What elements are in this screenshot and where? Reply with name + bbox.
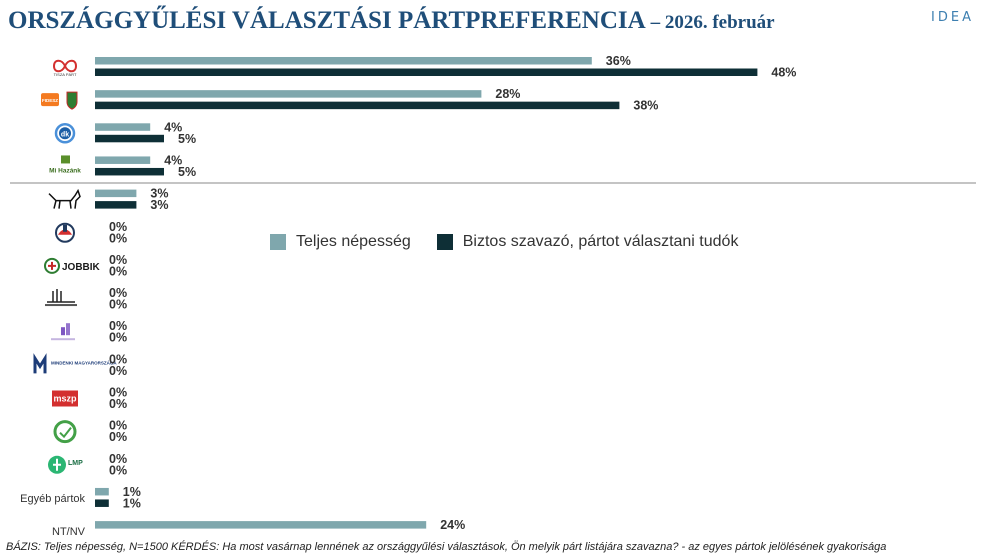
chart-legend	[270, 233, 738, 251]
legend-item-total	[270, 233, 411, 251]
bar	[95, 201, 136, 209]
party-logo-8	[45, 289, 77, 306]
logo8-base-line	[45, 304, 77, 306]
data-label: 3%	[150, 198, 169, 213]
data-label: 0%	[109, 451, 128, 466]
mmm-m-shape	[35, 358, 45, 373]
jobbik-logo	[45, 259, 101, 273]
category-label: NT/NV	[52, 526, 85, 539]
data-label: 0%	[109, 352, 128, 367]
tisza-part-logo	[54, 61, 77, 77]
bar	[95, 57, 592, 65]
mmm-logo	[35, 358, 117, 373]
data-label: 0%	[109, 463, 128, 478]
logo8-pillars	[47, 289, 75, 302]
bar	[95, 190, 136, 198]
lmp-logo	[48, 456, 83, 474]
logo9-bar-2	[66, 323, 70, 335]
bar	[95, 69, 757, 77]
bar	[95, 123, 150, 131]
bar	[95, 102, 619, 110]
data-label: 0%	[109, 264, 128, 279]
data-label: 48%	[771, 65, 797, 80]
mmm-logo-text: MINDENKI MAGYARORSZÁGA	[51, 360, 117, 366]
data-label: 4%	[164, 153, 183, 168]
title-subtitle: – 2026. február	[650, 12, 775, 33]
bar	[95, 156, 150, 164]
fidesz-logo-text: FIDESZ	[41, 98, 59, 104]
legend-label-total: Teljes népesség	[296, 233, 411, 250]
legend-item-sure	[437, 233, 739, 251]
tisza-logo-text: TISZA PÁRT	[53, 72, 77, 77]
data-label: 5%	[178, 164, 197, 179]
party-logo-9	[51, 323, 75, 340]
logo9-text-line	[51, 338, 75, 340]
data-label: 1%	[122, 484, 141, 499]
dk-logo	[56, 124, 74, 142]
mihazank-logo-text: Mi Hazánk	[49, 167, 81, 175]
bar	[95, 521, 426, 529]
party-logo-6	[56, 224, 74, 242]
brand-text: IDEA	[931, 10, 974, 25]
category-label: Egyéb pártok	[20, 492, 85, 505]
data-label: 36%	[605, 54, 631, 68]
data-label: 0%	[109, 418, 128, 433]
lmp-logo-text: LMP	[68, 459, 83, 467]
data-label: 5%	[178, 131, 197, 146]
jobbik-logo-text: JOBBIK	[62, 261, 100, 273]
bar	[95, 488, 109, 496]
bar	[95, 135, 164, 143]
data-label: 3%	[150, 186, 169, 201]
tisza-infinity-shape	[54, 61, 76, 72]
logo12-green-ring	[55, 422, 75, 442]
data-label: 4%	[164, 120, 183, 135]
legend-swatch-total	[270, 234, 286, 250]
data-label: 0%	[109, 219, 128, 234]
dk-logo-text: dk	[60, 131, 70, 139]
legend-label-sure: Biztos szavazó, pártot választani tudók	[462, 233, 739, 250]
data-label: 0%	[109, 397, 128, 411]
data-label: 0%	[109, 385, 128, 400]
fidesz-kdnp-logo	[41, 92, 77, 109]
mkkp-dog-shape	[49, 191, 80, 209]
kdnp-shield-shape	[67, 92, 77, 109]
data-label: 0%	[109, 231, 128, 246]
data-label: 0%	[109, 430, 128, 445]
data-label: 24%	[440, 518, 466, 533]
logo9-bar-1	[61, 327, 65, 335]
logo6-figure	[63, 225, 67, 232]
mi-hazank-logo	[49, 155, 81, 174]
data-label: 0%	[109, 330, 128, 345]
logo12-check	[60, 428, 71, 437]
data-label: 0%	[109, 297, 128, 312]
title-main: ORSZÁGGYŰLÉSI VÁLASZTÁSI PÁRTPREFERENCIA	[8, 7, 645, 34]
mszp-logo	[52, 391, 78, 407]
data-label: 0%	[109, 252, 128, 267]
mszp-logo-text: mszp	[53, 393, 77, 404]
footnote: BÁZIS: Teljes népesség, N=1500 KÉRDÉS: Ha most vasárnap lennének az országgyűlési választások, Ön melyik párt listájára szavazna? - az egyes pártok jelölésének gyakorisága	[6, 541, 887, 553]
data-label: 0%	[109, 286, 128, 301]
data-label: 28%	[495, 87, 521, 102]
bar	[95, 90, 481, 98]
bar	[95, 499, 109, 507]
bar	[95, 168, 164, 176]
data-label: 38%	[633, 98, 659, 113]
party-logo-12	[55, 422, 75, 442]
data-label: 0%	[109, 363, 128, 378]
data-label: 1%	[122, 496, 141, 511]
mkkp-dog-logo	[49, 191, 80, 209]
legend-swatch-sure	[437, 234, 453, 250]
data-label: 0%	[109, 319, 128, 334]
mihazank-green-mark	[61, 155, 70, 163]
